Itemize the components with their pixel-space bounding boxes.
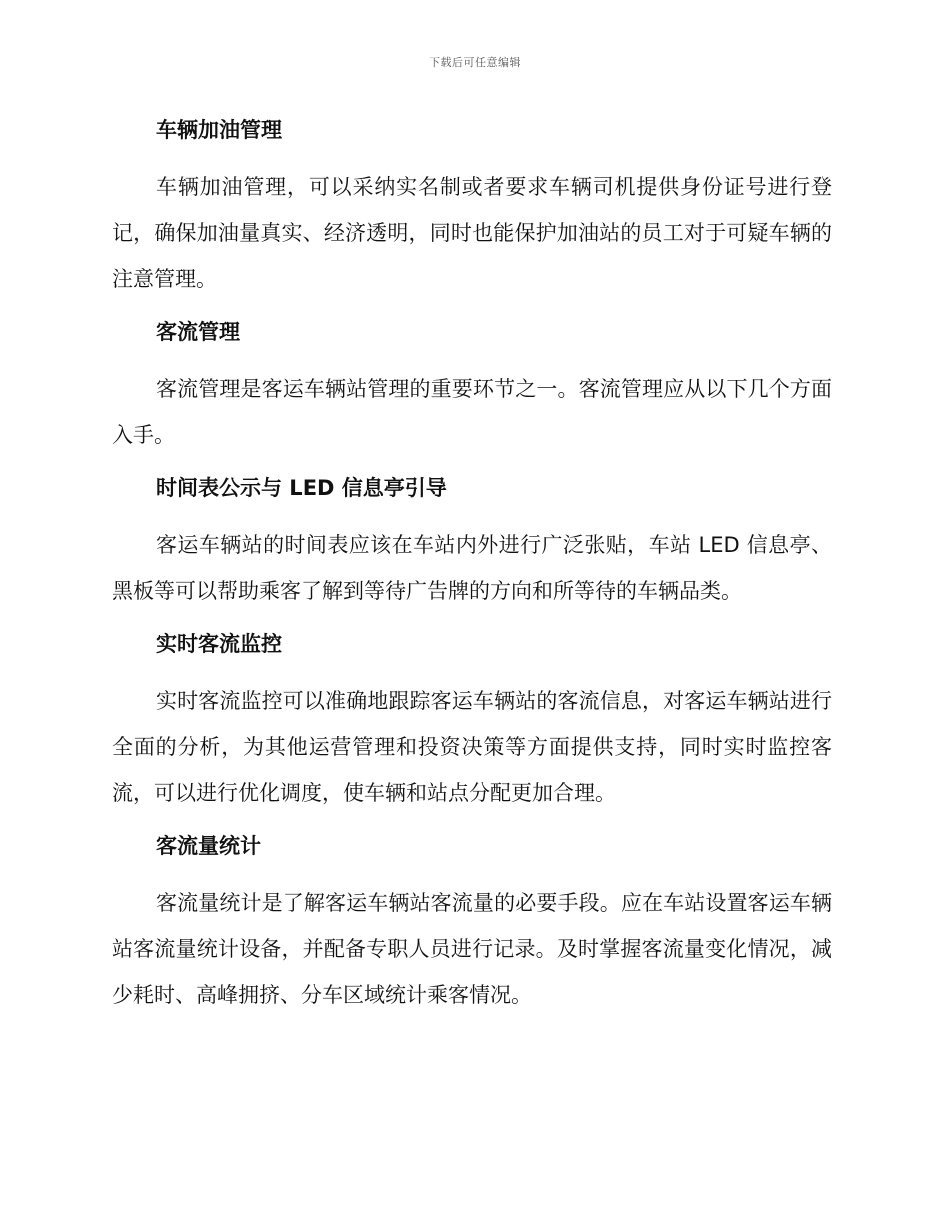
section-paragraph-realtime-monitoring: 实时客流监控可以准确地跟踪客运车辆站的客流信息，对客运车辆站进行全面的分析，为其他运营管理和投资决策等方面提供支持，同时实时监控客流，可以进行优化调度，使车辆和站点分配更加合理。 [112,689,832,805]
section-title-timetable-led: 时间表公示与 LED 信息亭引导 [156,476,447,500]
document-body [112,110,832,1018]
header-note: 下载后可任意编辑 [429,56,521,69]
section-paragraph-passenger-flow: 客流管理是客运车辆站管理的重要环节之一。客流管理应从以下几个方面入手。 [112,377,832,447]
section-paragraph-timetable-led: 客运车辆站的时间表应该在车站内外进行广泛张贴，车站 LED 信息亭、黑板等可以帮助乘客了解到等待广告牌的方向和所等待的车辆品类。 [112,533,832,603]
section-title-passenger-flow: 客流管理 [156,320,240,344]
section-title-realtime-monitoring: 实时客流监控 [156,632,282,656]
section-title-flow-statistics: 客流量统计 [156,834,261,858]
section-paragraph-flow-statistics: 客流量统计是了解客运车辆站客流量的必要手段。应在车站设置客运车辆站客流量统计设备，并配备专职人员进行记录。及时掌握客流量变化情况，减少耗时、高峰拥挤、分车区域统计乘客情况。 [112,891,832,1007]
section-title-refueling: 车辆加油管理 [156,118,282,142]
section-paragraph-refueling: 车辆加油管理，可以采纳实名制或者要求车辆司机提供身份证号进行登记，确保加油量真实、经济透明，同时也能保护加油站的员工对于可疑车辆的注意管理。 [112,175,832,291]
